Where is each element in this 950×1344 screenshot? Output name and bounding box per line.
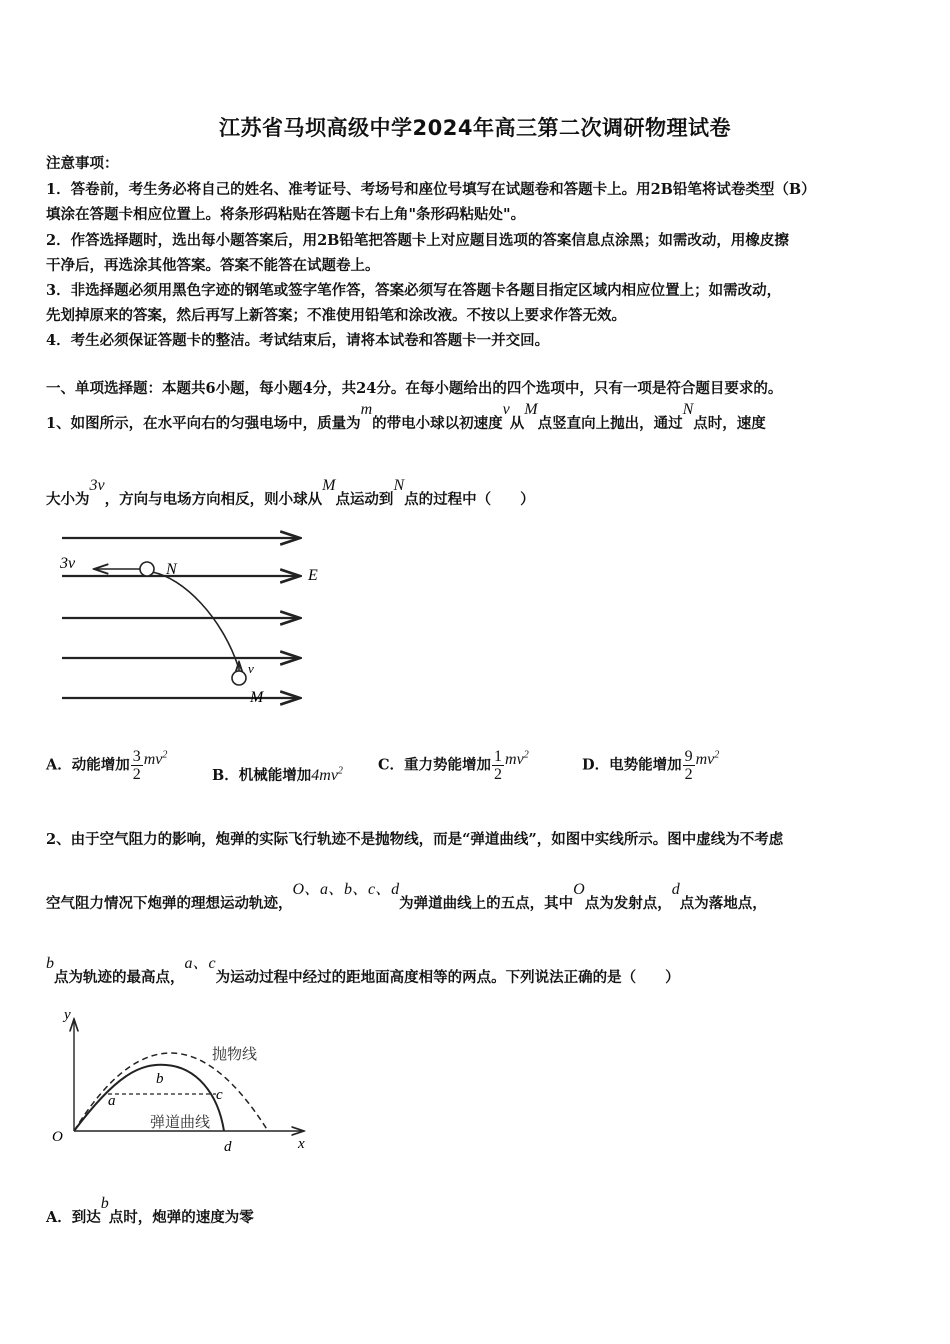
notice-line-6: 先划掉原来的答案，然后再写上新答案；不准使用铅笔和涂改液。不按以上要求作答无效。 <box>46 307 626 324</box>
label-M: M <box>250 689 264 706</box>
q2-trajectory-diagram <box>46 1005 326 1163</box>
label-3v: 3v <box>60 555 76 572</box>
label-E: E <box>308 567 318 584</box>
notice-heading: 注意事项： <box>46 155 119 172</box>
q1-option-d[interactable]: D．电势能增加 $\frac{9}{2}$ $mv^2$ <box>582 748 720 783</box>
var-b: b <box>100 1195 109 1212</box>
fraction: $\frac{1}{2}$ <box>494 748 503 783</box>
notice-line-1: 1．答卷前，考生务必将自己的姓名、准考证号、考场号和座位号填写在试题卷和答题卡上。用2B铅笔将试卷类型（B） <box>46 181 816 198</box>
notice-line-5: 3．非选择题必须用黑色字迹的钢笔或签字笔作答，答案必须写在答题卡各题目指定区域内相应位置上；如需改动， <box>46 282 782 299</box>
q1-line-2: 大小为3v，方向与电场方向相反，则小球从M点运动到N点的过程中（ ） <box>46 477 535 508</box>
var-O: O <box>573 881 585 898</box>
q1-line-1: 1、如图所示，在水平向右的匀强电场中，质量为m的带电小球以初速度v从M点竖直向上抛出，通过N点时，速度 <box>46 401 766 432</box>
label-N: N <box>166 561 177 578</box>
var-v: v <box>502 401 510 418</box>
var-N: N <box>682 401 694 418</box>
label-parabola: 抛物线 <box>212 1047 258 1063</box>
notice-line-3: 2．作答选择题时，选出每小题答案后，用2B铅笔把答题卡上对应题目选项的答案信息点涂黑；如需改动，用橡皮擦 <box>46 232 789 249</box>
var-3v: 3v <box>89 477 105 494</box>
label-v: v <box>248 661 254 676</box>
notice-line-7: 4．考生必须保证答题卡的整洁。考试结束后，请将本试卷和答题卡一并交回。 <box>46 332 550 349</box>
q2-option-a[interactable]: A．到达b点时，炮弹的速度为零 <box>46 1195 254 1226</box>
section-heading: 一、单项选择题：本题共6小题，每小题4分，共24分。在每小题给出的四个选项中，只有一项是符合题目要求的。 <box>46 380 783 397</box>
var-N: N <box>393 477 405 494</box>
label-b: b <box>156 1071 164 1087</box>
label-O: O <box>52 1129 63 1145</box>
q1-field-diagram <box>56 526 336 711</box>
var-M: M <box>322 477 336 494</box>
q1-option-a[interactable]: A．动能增加 $\frac{3}{2}$ $mv^2$ <box>46 748 168 783</box>
fraction: $\frac{3}{2}$ <box>132 748 141 783</box>
notice-line-4: 干净后，再选涂其他答案。答案不能答在试题卷上。 <box>46 257 380 274</box>
label-x: x <box>298 1136 305 1152</box>
q2-line-3: b点为轨迹的最高点，a、c为运动过程中经过的距地面高度相等的两点。下列说法正确的是（ ） <box>46 955 680 986</box>
var-m: m <box>360 401 373 418</box>
notice-line-2: 填涂在答题卡相应位置上。将条形码粘贴在答题卡右上角"条形码粘贴处"。 <box>46 206 526 223</box>
q2-line-2: 空气阻力情况下炮弹的理想运动轨迹，O、a、b、c、d为弹道曲线上的五点，其中O点为发射点，d点为落地点， <box>46 881 767 912</box>
label-a: a <box>108 1093 116 1109</box>
page-title: 江苏省马坝高级中学2024年高三第二次调研物理试卷 <box>219 116 731 140</box>
label-d: d <box>224 1139 232 1155</box>
fraction: $\frac{9}{2}$ <box>684 748 693 783</box>
var-M: M <box>524 401 538 418</box>
q2-line-1: 2、由于空气阻力的影响，炮弹的实际飞行轨迹不是抛物线，而是“弹道曲线”，如图中实线所示。图中虚线为不考虑 <box>46 831 784 848</box>
var-d: d <box>671 881 680 898</box>
ball-at-M <box>232 671 246 685</box>
label-y: y <box>64 1007 71 1023</box>
ball-at-N <box>140 562 154 576</box>
label-c: c <box>216 1087 223 1103</box>
q1-option-b[interactable]: B．机械能增加$4mv^2$ <box>212 765 343 784</box>
var-ac: a、c <box>184 955 216 972</box>
q1-option-c[interactable]: C．重力势能增加 $\frac{1}{2}$ $mv^2$ <box>378 748 529 783</box>
label-ballistic: 弹道曲线 <box>150 1115 211 1131</box>
var-points: O、a、b、c、d <box>292 881 400 898</box>
var-b: b <box>46 955 54 972</box>
